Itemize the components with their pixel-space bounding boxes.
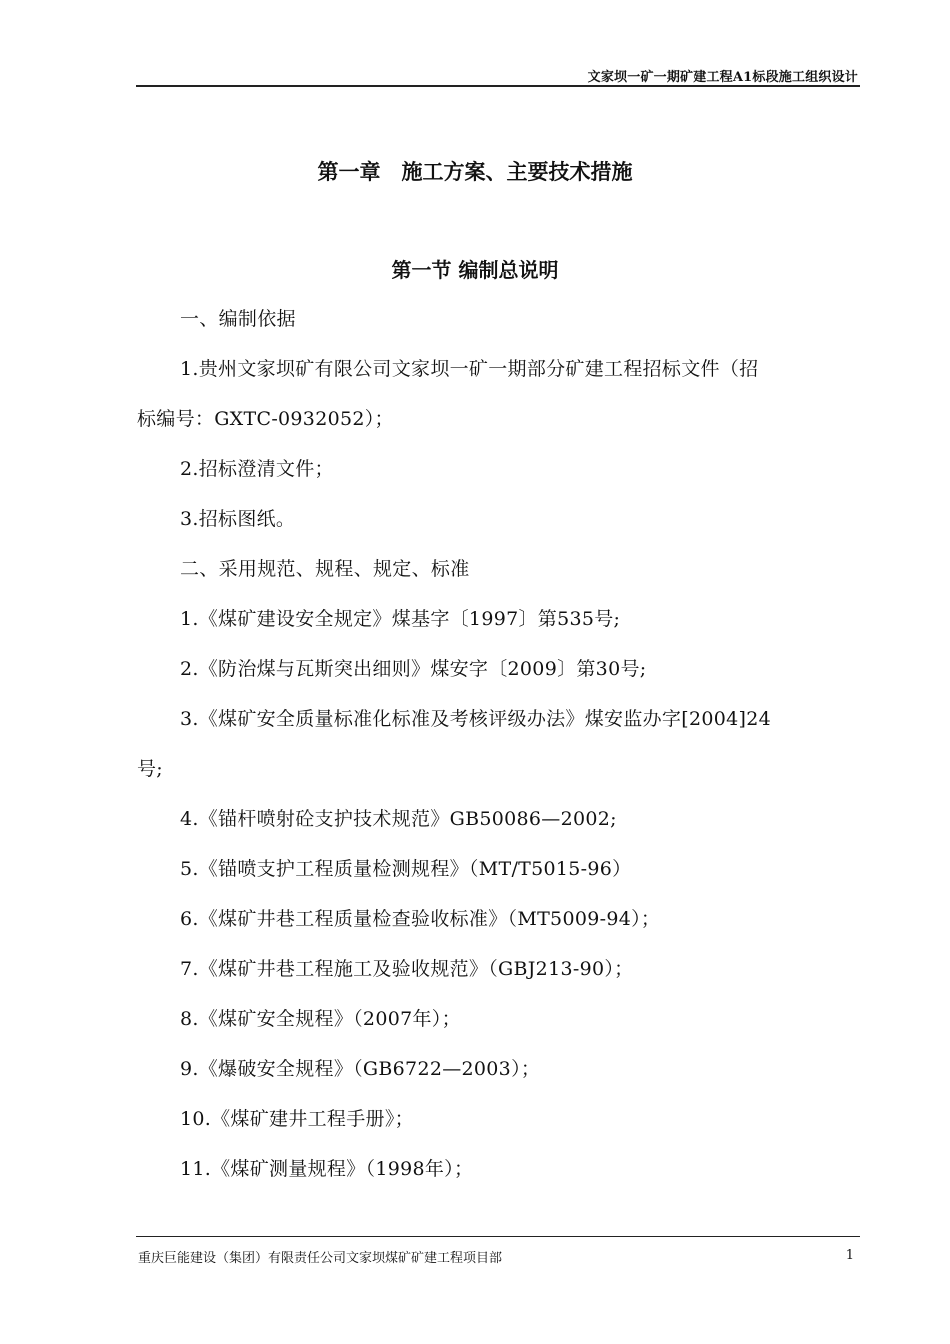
subheading-standards: 二、采用规范、规程、规定、标准 (180, 558, 470, 580)
paragraph-line: 2.招标澄清文件； (180, 458, 334, 480)
header-rule (136, 85, 860, 87)
standard-item: 9.《爆破安全规程》（GB6722—2003）； (180, 1058, 541, 1080)
standard-item: 11.《煤矿测量规程》（1998年）； (180, 1158, 474, 1180)
standard-item: 7.《煤矿井巷工程施工及验收规范》（GBJ213-90）； (180, 958, 634, 980)
standard-item: 3.《煤矿安全质量标准化标准及考核评级办法》煤安监办字[2004]24 (180, 708, 771, 730)
paragraph-line: 1.贵州文家坝矿有限公司文家坝一矿一期部分矿建工程招标文件（招 (180, 358, 759, 380)
standard-item: 6.《煤矿井巷工程质量检查验收标准》（MT5009-94）； (180, 908, 661, 930)
standard-item: 2.《防治煤与瓦斯突出细则》煤安字〔2009〕第30号; (180, 658, 647, 680)
standard-item: 4.《锚杆喷射砼支护技术规范》GB50086—2002; (180, 808, 617, 830)
standard-item: 8.《煤矿安全规程》（2007年）； (180, 1008, 461, 1030)
standard-item-continued: 号; (137, 758, 164, 780)
paragraph-line: 3.招标图纸。 (180, 508, 296, 530)
footer-company: 重庆巨能建设（集团）有限责任公司文家坝煤矿矿建工程项目部 (138, 1251, 503, 1266)
standard-item: 1.《煤矿建设安全规定》煤基字〔1997〕第535号; (180, 608, 621, 630)
running-header: 文家坝一矿一期矿建工程A1标段施工组织设计 (587, 70, 858, 85)
footer-rule (136, 1236, 860, 1237)
subheading-basis: 一、编制依据 (180, 308, 296, 330)
chapter-title: 第一章 施工方案、主要技术措施 (317, 159, 633, 184)
paragraph-line: 标编号：GXTC-0932052）； (137, 408, 394, 430)
standard-item: 10.《煤矿建井工程手册》； (180, 1108, 414, 1130)
section-title: 第一节 编制总说明 (391, 258, 559, 282)
page-number: 1 (845, 1248, 854, 1263)
standard-item: 5.《锚喷支护工程质量检测规程》（MT/T5015-96） (180, 858, 632, 880)
